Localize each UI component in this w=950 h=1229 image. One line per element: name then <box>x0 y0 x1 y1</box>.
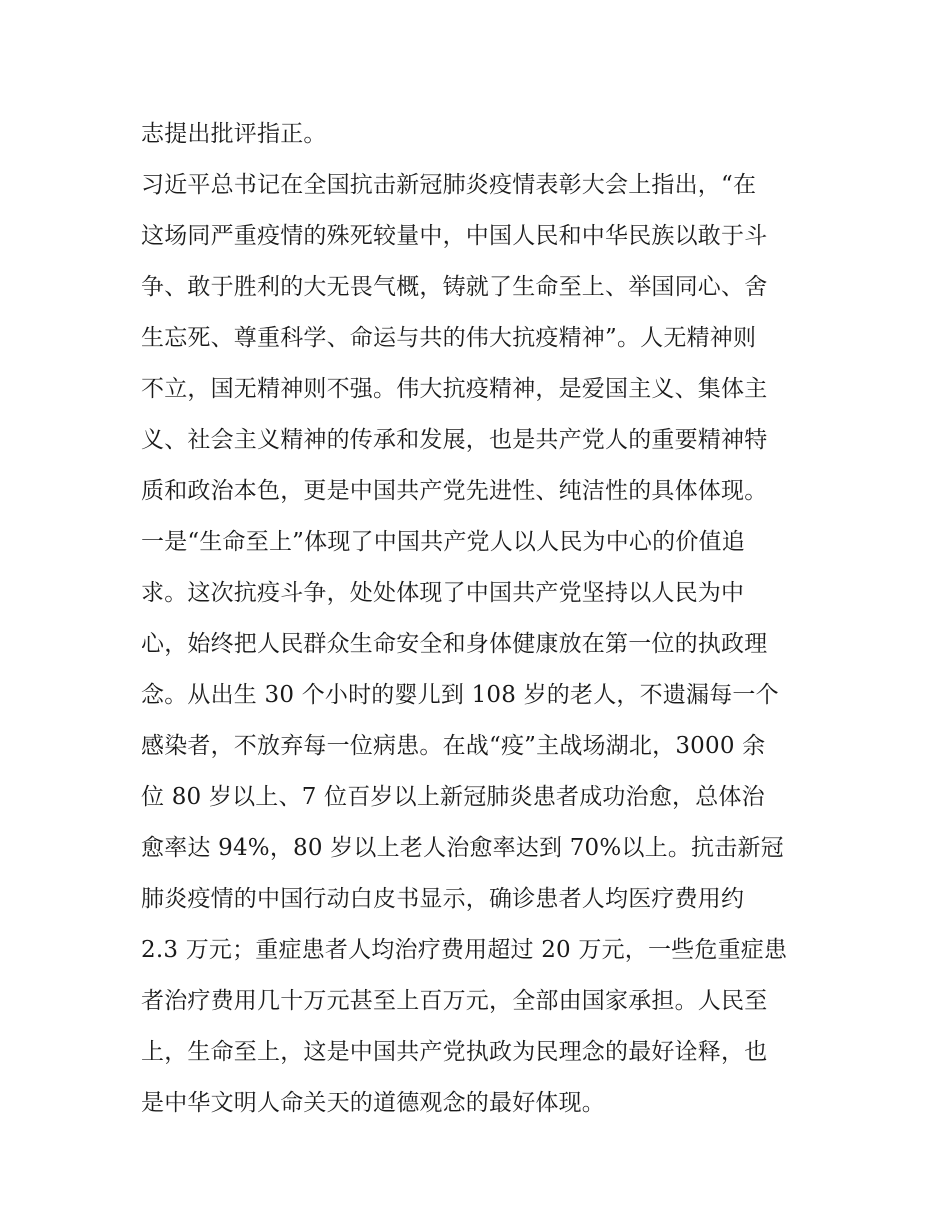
text-line-5: 生忘死、尊重科学、命运与共的伟大抗疫精神”。人无精神则 <box>141 325 757 351</box>
text-line-12: 念。从出生 30 个小时的婴儿到 108 岁的老人，不遗漏每一个 <box>141 682 779 708</box>
text-line-17: 2.3 万元；重症患者人均治疗费用超过 20 万元，一些危重症患 <box>141 937 788 963</box>
text-line-11: 心，始终把人民群众生命安全和身体健康放在第一位的执政理 <box>141 631 768 657</box>
text-line-10: 求。这次抗疫斗争，处处体现了中国共产党坚持以人民为中 <box>141 580 745 606</box>
text-line-15: 愈率达 94%，80 岁以上老人治愈率达到 70%以上。抗击新冠 <box>141 835 784 861</box>
text-line-1: 志提出批评指正。 <box>141 121 327 147</box>
text-line-7: 义、社会主义精神的传承和发展，也是共产党人的重要精神特 <box>141 427 768 453</box>
body-text <box>141 109 821 1129</box>
text-line-9: 一是“生命至上”体现了中国共产党人以人民为中心的价值追 <box>141 529 745 555</box>
text-line-3: 这场同严重疫情的殊死较量中，中国人民和中华民族以敢于斗 <box>141 223 768 249</box>
text-line-8: 质和政治本色，更是中国共产党先进性、纯洁性的具体体现。 <box>141 478 768 504</box>
text-line-4: 争、敢于胜利的大无畏气概，铸就了生命至上、举国同心、舍 <box>141 274 768 300</box>
text-line-19: 上，生命至上，这是中国共产党执政为民理念的最好诠释，也 <box>141 1039 768 1065</box>
text-line-14: 位 80 岁以上、7 位百岁以上新冠肺炎患者成功治愈，总体治 <box>141 784 765 810</box>
text-line-16: 肺炎疫情的中国行动白皮书显示，确诊患者人均医疗费用约 <box>141 886 745 912</box>
text-line-6: 不立，国无精神则不强。伟大抗疫精神，是爱国主义、集体主 <box>141 376 768 402</box>
text-line-18: 者治疗费用几十万元甚至上百万元，全部由国家承担。人民至 <box>141 988 768 1014</box>
text-line-2: 习近平总书记在全国抗击新冠肺炎疫情表彰大会上指出，“在 <box>141 172 757 198</box>
text-line-13: 感染者，不放弃每一位病患。在战“疫”主战场湖北，3000 余 <box>141 733 766 759</box>
text-line-20: 是中华文明人命关天的道德观念的最好体现。 <box>141 1090 605 1116</box>
